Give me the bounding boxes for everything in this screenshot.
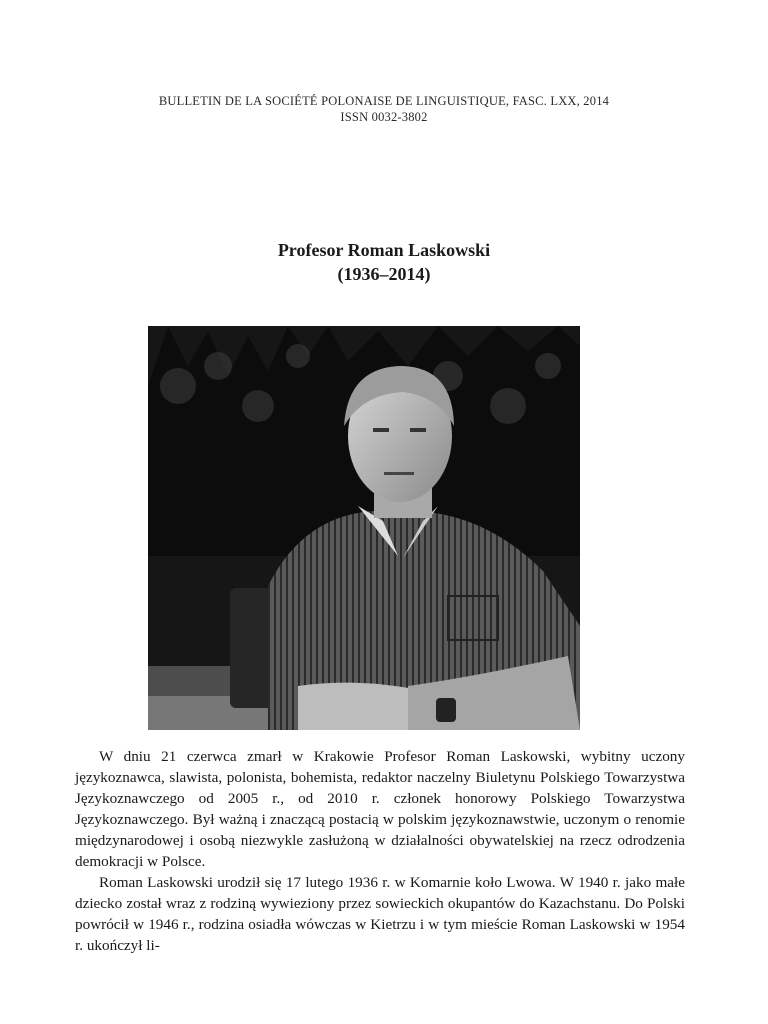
portrait-illustration xyxy=(148,326,580,730)
article-title-block xyxy=(0,238,768,286)
paragraph-2: Roman Laskowski urodził się 17 lutego 1936 r. w Komarnie koło Lwowa. W 1940 r. jako małe dziecko został wraz z rodziną wywieziony przez sowieckich okupantów do Kazachstanu. Do Polski powrócił w 1946 r., rodzina osiadła wówczas w Kietrzu i w tym mieście Roman Laskowski w 1954 r. ukończył li- xyxy=(75,874,685,954)
journal-name-line: BULLETIN DE LA SOCIÉTÉ POLONAISE DE LINGUISTIQUE, FASC. LXX, 2014 xyxy=(158,94,610,108)
article-body xyxy=(75,746,685,956)
journal-header xyxy=(0,93,768,125)
issn-line: ISSN 0032-3802 xyxy=(340,110,428,124)
article-title: Profesor Roman Laskowski xyxy=(277,240,491,260)
paragraph-1: W dniu 21 czerwca zmarł w Krakowie Profesor Roman Laskowski, wybitny uczony językoznawca, slawista, polonista, bohemista, redaktor naczelny Biuletynu Polskiego Towarzystwa Językoznawczego od 2005 r., od 2010 r. członek honorowy Polskiego Towarzystwa Językoznawczego. Był ważną i znaczącą postacią w polskim językoznawstwie, uczonym o renomie międzynarodowej i osobą niezwykle zasłużoną w działalności obywatelskiej na rzecz odrodzenia demokracji w Polsce. xyxy=(75,748,685,870)
article-dates: (1936–2014) xyxy=(337,264,431,284)
portrait-photo xyxy=(148,326,580,730)
